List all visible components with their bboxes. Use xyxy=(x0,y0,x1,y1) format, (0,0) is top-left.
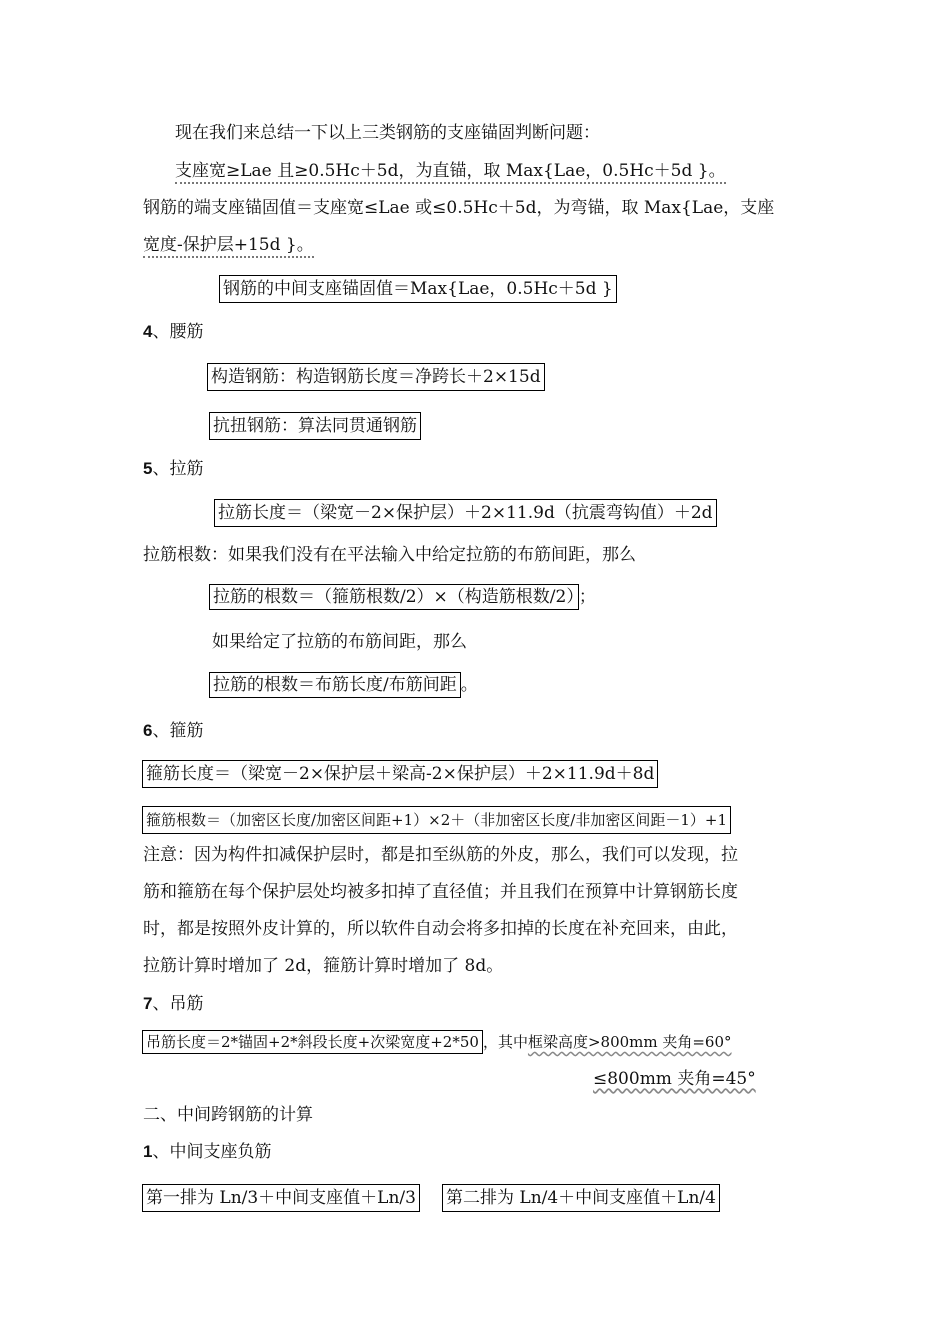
part-2-subheading xyxy=(143,1141,271,1163)
first-row-negative-rebar-formula: 第一排为 Ln/3＋中间支座值＋Ln/3 xyxy=(142,1184,420,1212)
section-number: 5 xyxy=(143,459,153,478)
note-line-4: 拉筋计算时增加了 2d，箍筋计算时增加了 8d。 xyxy=(143,956,504,976)
stirrup-count-formula: 箍筋根数＝（加密区长度/加密区间距+1）×2＋（非加密区长度/非加密区间距－1）+1 xyxy=(142,806,731,834)
punctuation: ； xyxy=(578,587,596,607)
note-line-3: 时，都是按照外皮计算的，所以软件自动会将多扣掉的长度在补充回来，由此， xyxy=(143,919,738,939)
section-title: 、中间支座负筋 xyxy=(152,1142,272,1162)
second-row-negative-rebar-formula: 第二排为 Ln/4＋中间支座值＋Ln/4 xyxy=(442,1184,720,1212)
summary-intro: 现在我们来总结一下以上三类钢筋的支座锚固判断问题： xyxy=(175,123,600,143)
construct-rebar-formula: 构造钢筋：构造钢筋长度＝净跨长＋2×15d xyxy=(207,363,545,391)
section-title: 、腰筋 xyxy=(152,322,204,342)
tie-bar-spacing-given: 如果给定了拉筋的布筋间距，那么 xyxy=(212,632,467,652)
section-title: 、箍筋 xyxy=(152,721,204,741)
section-5-heading xyxy=(143,458,203,480)
hanger-bar-condition-1: 框梁高度>800mm 夹角=60° xyxy=(527,1033,732,1051)
bend-anchor-rule-line2: 宽度-保护层+15d }。 xyxy=(143,234,314,258)
section-title: 、吊筋 xyxy=(152,994,204,1014)
section-4-heading xyxy=(143,321,203,343)
tie-bar-length-formula: 拉筋长度＝（梁宽－2×保护层）＋2×11.9d（抗震弯钩值）＋2d xyxy=(214,499,717,527)
mid-support-anchor-formula: 钢筋的中间支座锚固值＝Max{Lae，0.5Hc＋5d } xyxy=(219,275,617,303)
note-line-2: 筋和箍筋在每个保护层处均被多扣掉了直径值；并且我们在预算中计算钢筋长度 xyxy=(143,882,738,902)
tie-bar-count-formula: 拉筋的根数＝（箍筋根数/2）×（构造筋根数/2） xyxy=(209,584,579,610)
tie-bar-count-line xyxy=(209,586,596,608)
section-number: 4 xyxy=(143,322,153,341)
hanger-bar-length-formula: 吊筋长度＝2*锚固+2*斜段长度+次梁宽度+2*50 xyxy=(142,1030,483,1054)
hanger-bar-condition-2: ≤800mm 夹角=45° xyxy=(593,1069,756,1089)
straight-anchor-rule: 支座宽≥Lae 且≥0.5Hc＋5d，为直锚，取 Max{Lae，0.5Hc＋5d }。 xyxy=(175,160,726,184)
stirrup-length-formula: 箍筋长度＝（梁宽－2×保护层＋梁高-2×保护层）＋2×11.9d＋8d xyxy=(142,760,658,788)
section-title: 、拉筋 xyxy=(152,459,204,479)
bend-anchor-rule-line1: 钢筋的端支座锚固值＝支座宽≤Lae 或≤0.5Hc＋5d，为弯锚，取 Max{Lae，支座 xyxy=(143,198,775,218)
section-number: 6 xyxy=(143,721,153,740)
section-number: 1 xyxy=(143,1142,153,1161)
tie-bar-count-formula-2: 拉筋的根数＝布筋长度/布筋间距 xyxy=(209,672,461,698)
hanger-bar-line xyxy=(142,1031,732,1053)
punctuation: 。 xyxy=(460,675,478,695)
tie-bar-count-line-2 xyxy=(209,674,478,696)
section-7-heading xyxy=(143,993,203,1015)
part-2-heading: 二、中间跨钢筋的计算 xyxy=(143,1105,313,1125)
tie-bar-count-intro: 拉筋根数：如果我们没有在平法输入中给定拉筋的布筋间距，那么 xyxy=(143,545,636,565)
torsion-rebar-formula: 抗扭钢筋：算法同贯通钢筋 xyxy=(209,412,421,440)
hanger-bar-condition-prefix: ，其中 xyxy=(482,1033,528,1051)
note-line-1: 注意：因为构件扣减保护层时，都是扣至纵筋的外皮，那么，我们可以发现，拉 xyxy=(143,845,738,865)
section-6-heading xyxy=(143,720,203,742)
section-number: 7 xyxy=(143,994,153,1013)
